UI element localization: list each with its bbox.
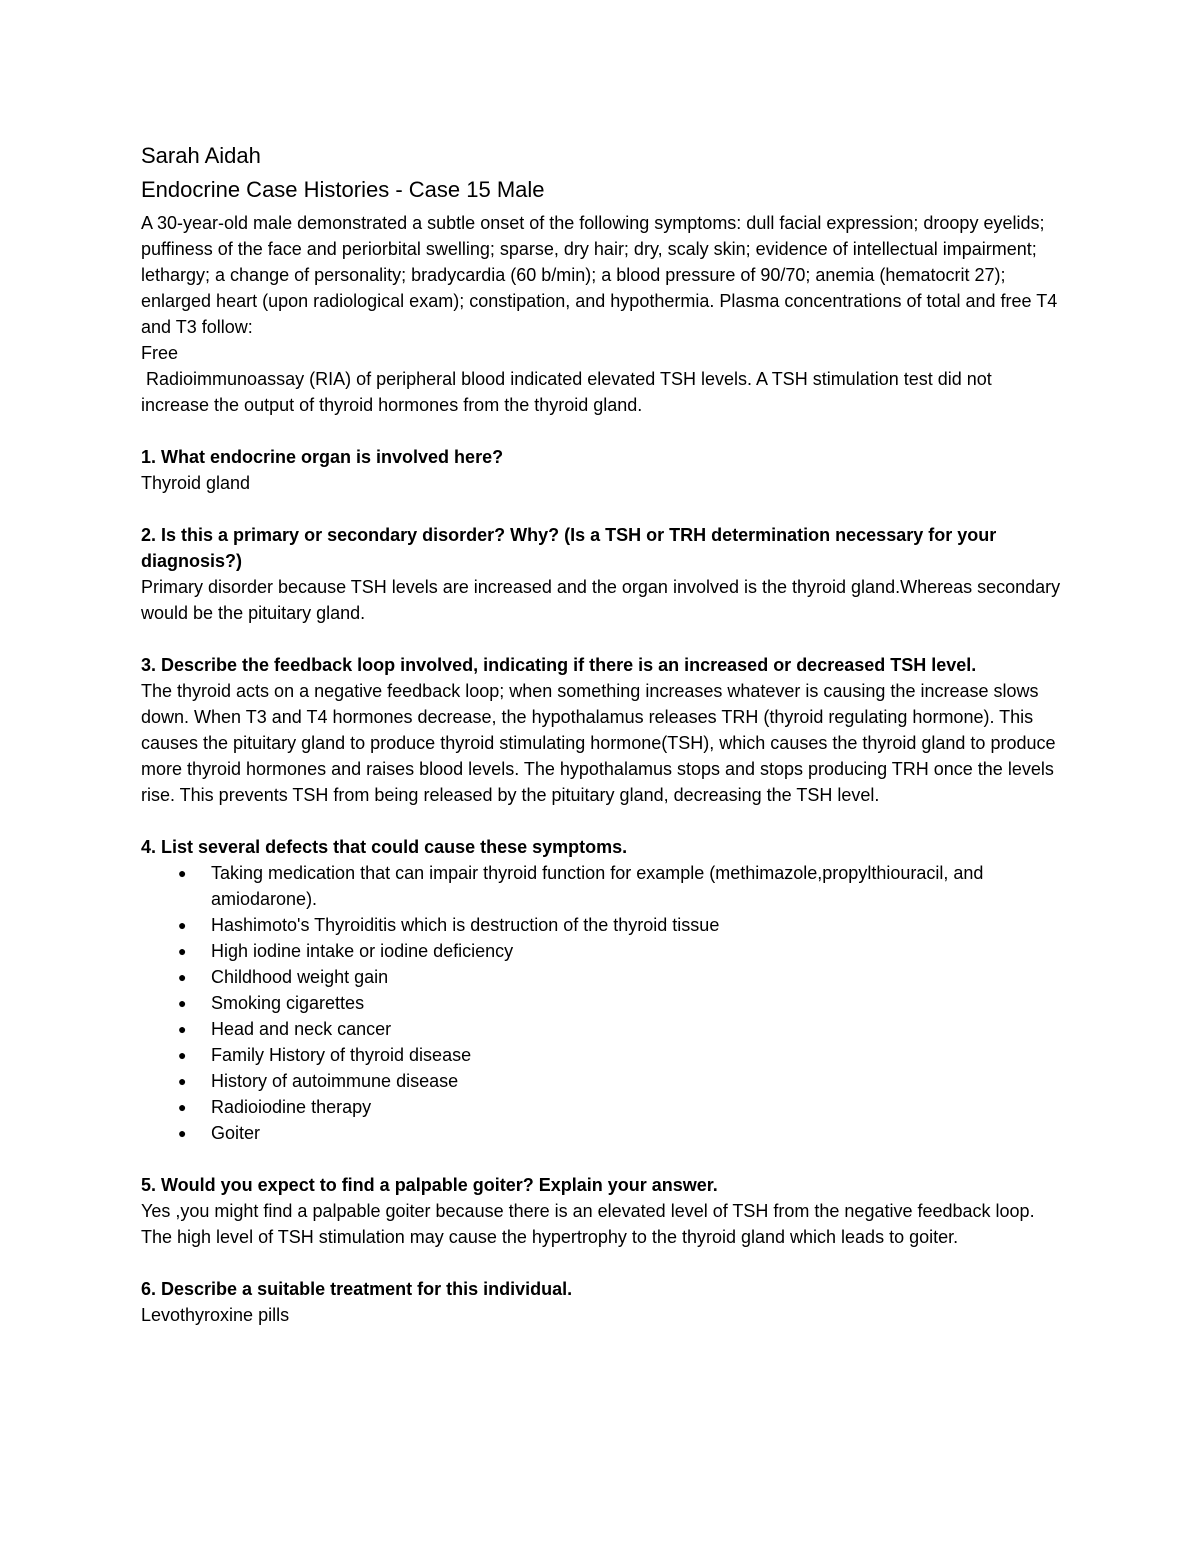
bullet-icon: ●	[178, 995, 187, 1011]
answer-text: Thyroid gland	[141, 473, 251, 493]
list-item	[178, 1120, 1061, 1146]
list-item-text: History of autoimmune disease	[211, 1071, 459, 1091]
list-item-text: Head and neck cancer	[211, 1019, 392, 1039]
answer-text: Levothyroxine pills	[141, 1305, 290, 1325]
list-item	[178, 912, 1061, 938]
defects-list	[141, 860, 1061, 1146]
question-4	[141, 834, 1061, 1146]
bullet-icon: ●	[178, 1047, 187, 1063]
document-page	[141, 140, 1061, 1328]
bullet-icon: ●	[178, 1125, 187, 1141]
bullet-icon: ●	[178, 1099, 187, 1115]
question-6	[141, 1276, 1061, 1328]
question-1	[141, 444, 1061, 496]
list-item	[178, 938, 1061, 964]
document-title: Endocrine Case Histories - Case 15 Male	[141, 177, 545, 202]
list-item	[178, 990, 1061, 1016]
list-item	[178, 1042, 1061, 1068]
question-text: 2. Is this a primary or secondary disorder? Why? (Is a TSH or TRH determination necessary for your diagnosis?)	[141, 525, 997, 571]
bullet-icon: ●	[178, 969, 187, 985]
list-item-text: Childhood weight gain	[211, 967, 389, 987]
answer-text: The thyroid acts on a negative feedback loop; when something increases whatever is causing the increase slows down. When T3 and T4 hormones decrease, the hypothalamus releases TRH (thyroid regulating hormone). This causes the pituitary gland to produce thyroid stimulating hormone(TSH), which causes the thyroid gland to produce more thyroid hormones and raises blood levels. The hypothalamus stops and stops producing TRH once the levels rise. This prevents TSH from being released by the pituitary gland, decreasing the TSH level.	[141, 681, 1056, 805]
list-item-text: Family History of thyroid disease	[211, 1045, 472, 1065]
answer-text: Yes ,you might find a palpable goiter because there is an elevated level of TSH from the negative feedback loop. The high level of TSH stimulation may cause the hypertrophy to the thyroid gland which leads to goiter.	[141, 1201, 1035, 1247]
case-description: A 30-year-old male demonstrated a subtle onset of the following symptoms: dull facial expression; droopy eyelids; puffiness of the face and periorbital swelling; sparse, dry hair; dry, scaly skin; evidence of intellectual impairment; lethargy; a change of personality; bradycardia (60 b/min); a blood pressure of 90/70; anemia (hematocrit 27); enlarged heart (upon radiological exam); constipation, and hypothermia. Plasma concentrations of total and free T4 and T3 follow:	[141, 213, 1058, 337]
question-text: 3. Describe the feedback loop involved, indicating if there is an increased or decreased TSH level.	[141, 655, 977, 675]
list-item-text: Radioiodine therapy	[211, 1097, 372, 1117]
list-item-text: Goiter	[211, 1123, 261, 1143]
author-name: Sarah Aidah	[141, 143, 261, 168]
question-text: 4. List several defects that could cause these symptoms.	[141, 837, 628, 857]
question-2	[141, 522, 1061, 626]
question-5	[141, 1172, 1061, 1250]
bullet-icon: ●	[178, 1021, 187, 1037]
list-item-text: Hashimoto's Thyroiditis which is destruction of the thyroid tissue	[211, 915, 720, 935]
question-text: 6. Describe a suitable treatment for this individual.	[141, 1279, 573, 1299]
bullet-icon: ●	[178, 943, 187, 959]
question-text: 5. Would you expect to find a palpable goiter? Explain your answer.	[141, 1175, 718, 1195]
list-item-text: Smoking cigarettes	[211, 993, 365, 1013]
question-text: 1. What endocrine organ is involved here?	[141, 447, 504, 467]
answer-text: Primary disorder because TSH levels are increased and the organ involved is the thyroid gland.Whereas secondary would be the pituitary gland.	[141, 577, 1061, 623]
list-item	[178, 1094, 1061, 1120]
list-item	[178, 860, 1061, 912]
bullet-icon: ●	[178, 1073, 187, 1089]
list-item	[178, 1068, 1061, 1094]
ria-description: Radioimmunoassay (RIA) of peripheral blood indicated elevated TSH levels. A TSH stimulation test did not increase the output of thyroid hormones from the thyroid gland.	[141, 369, 997, 415]
bullet-icon: ●	[178, 917, 187, 933]
bullet-icon: ●	[178, 865, 187, 881]
list-item	[178, 964, 1061, 990]
list-item-text: Taking medication that can impair thyroid function for example (methimazole,propylthiouracil, and amiodarone).	[211, 863, 984, 909]
question-3	[141, 652, 1061, 808]
list-item-text: High iodine intake or iodine deficiency	[211, 941, 514, 961]
list-item	[178, 1016, 1061, 1042]
free-label: Free	[141, 343, 179, 363]
